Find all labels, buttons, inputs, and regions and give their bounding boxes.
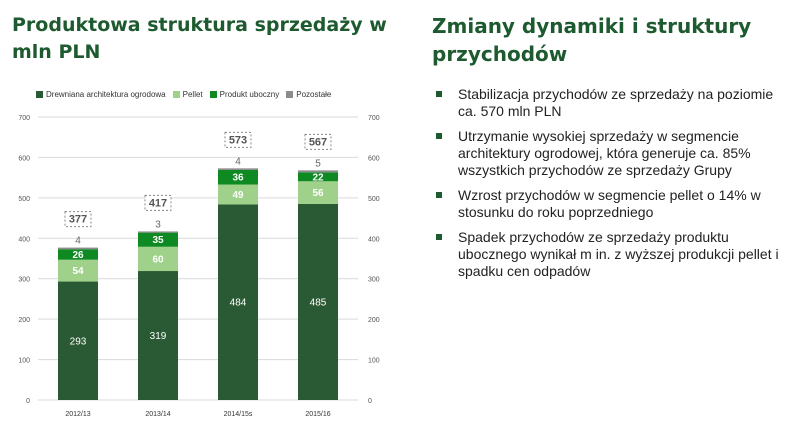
data-label: 49 xyxy=(232,189,244,201)
square-bullet-icon xyxy=(436,133,442,139)
y-tick-label-right: 100 xyxy=(368,357,380,365)
y-tick-label-right: 300 xyxy=(368,276,380,284)
data-label: 60 xyxy=(152,254,164,266)
legend-label: Produkt uboczny xyxy=(219,89,280,99)
data-label: 26 xyxy=(72,249,84,261)
legend-swatch xyxy=(36,91,43,98)
square-bullet-icon xyxy=(436,91,442,97)
legend-swatch xyxy=(173,91,180,98)
data-label: 22 xyxy=(312,172,324,184)
data-label: 54 xyxy=(72,266,84,278)
data-label: 36 xyxy=(232,172,244,184)
total-label: 573 xyxy=(228,134,248,147)
square-bullet-icon xyxy=(436,192,442,198)
data-label: 3 xyxy=(155,219,161,231)
square-bullet-icon xyxy=(436,234,442,240)
y-tick-label-left: 400 xyxy=(18,236,30,244)
total-label: 377 xyxy=(68,213,88,226)
y-tick-label-right: 600 xyxy=(368,155,380,163)
x-tick-label: 2012/13 xyxy=(65,411,91,418)
stacked-bar-chart xyxy=(0,100,400,430)
bullet-item xyxy=(436,128,786,179)
bullet-text: Wzrost przychodów w segmencie pellet o 14% w stosunku do roku poprzedniego xyxy=(458,187,761,220)
data-label: 4 xyxy=(75,235,81,247)
total-label: 567 xyxy=(308,136,328,149)
bullet-text: Stabilizacja przychodów ze sprzedaży na poziomie ca. 570 mln PLN xyxy=(458,86,774,119)
legend-label: Pellet xyxy=(182,89,203,99)
data-label: 35 xyxy=(152,235,164,247)
chart-title: Produktowa struktura sprzedaży w mln PLN xyxy=(12,14,387,63)
y-tick-label-left: 700 xyxy=(18,115,30,122)
y-tick-label-left: 500 xyxy=(18,195,30,203)
legend-item xyxy=(286,90,331,99)
legend-swatch xyxy=(210,91,217,98)
legend-swatch xyxy=(286,91,293,98)
data-label: 5 xyxy=(315,158,321,170)
bullet-text: Utrzymanie wysokiej sprzedaży w segmencie architektury ogrodowej, która generuje ca. 85% wszystkich przychodów ze sprzedaży Grupy xyxy=(458,128,751,178)
bullet-item xyxy=(436,187,786,221)
legend-item xyxy=(36,90,166,99)
section-title: Zmiany dynamiki i struktury przychodów xyxy=(432,14,752,66)
y-tick-label-left: 100 xyxy=(18,357,30,365)
bar-segment xyxy=(298,170,338,172)
data-label: 4 xyxy=(235,156,241,168)
y-tick-label-left: 300 xyxy=(18,276,30,284)
bullet-item xyxy=(436,86,786,120)
legend-item xyxy=(210,90,280,99)
legend-label: Pozostałe xyxy=(296,89,332,99)
y-tick-label-left: 600 xyxy=(18,155,30,163)
data-label: 484 xyxy=(229,297,247,309)
bar-segment xyxy=(138,231,178,232)
y-tick-label-left: 200 xyxy=(18,317,30,325)
bullet-list xyxy=(436,86,786,288)
bar-segment xyxy=(218,168,258,170)
legend-label: Drewniana architektura ogrodowa xyxy=(46,89,166,99)
y-tick-label-left: 0 xyxy=(26,398,30,405)
y-tick-label-right: 0 xyxy=(368,398,372,405)
y-tick-label-right: 200 xyxy=(368,317,380,325)
y-tick-label-right: 500 xyxy=(368,195,380,203)
data-label: 485 xyxy=(309,297,327,309)
y-tick-label-right: 700 xyxy=(368,115,380,122)
data-label: 56 xyxy=(312,188,324,200)
bullet-item xyxy=(436,229,786,280)
bullet-text: Spadek przychodów ze sprzedaży produktu ubocznego wynikał m in. z wyższej produkcji pellet i spadku cen odpadów xyxy=(458,229,779,279)
x-tick-label: 2013/14 xyxy=(145,411,171,418)
data-label: 293 xyxy=(69,336,87,348)
x-tick-label: 2015/16 xyxy=(305,411,331,418)
data-label: 319 xyxy=(149,331,167,343)
legend-item xyxy=(173,90,203,99)
bar-segment xyxy=(58,248,98,250)
y-tick-label-right: 400 xyxy=(368,236,380,244)
total-label: 417 xyxy=(148,197,168,210)
chart-legend xyxy=(36,87,396,101)
x-tick-label: 2014/15s xyxy=(223,411,253,418)
